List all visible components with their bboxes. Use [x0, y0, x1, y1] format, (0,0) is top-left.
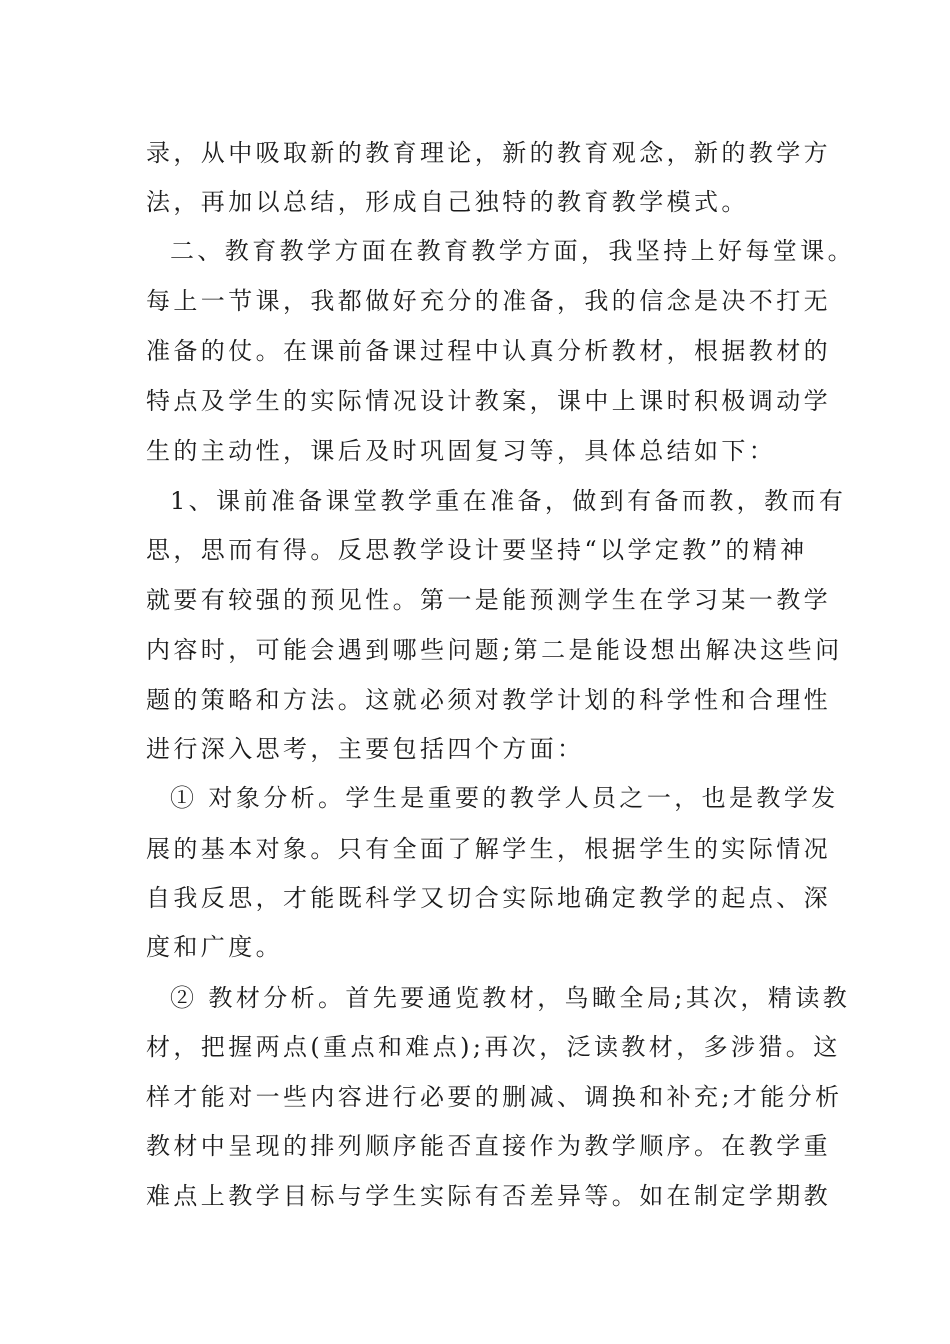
text-line: 自我反思，才能既科学又切合实际地确定教学的起点、深: [146, 884, 831, 912]
paragraph-start-line: ① 对象分析。学生是重要的教学人员之一，也是教学发: [170, 784, 839, 812]
text-line: 题的策略和方法。这就必须对教学计划的科学性和合理性: [146, 686, 831, 714]
text-line: 思，思而有得。反思教学设计要坚持“以学定教”的精神: [146, 536, 808, 564]
text-line: 难点上教学目标与学生实际有否差异等。如在制定学期教: [146, 1182, 831, 1210]
paragraph-start-line: 二、教育教学方面在教育教学方面，我坚持上好每堂课。: [170, 237, 855, 265]
text-line: 展的基本对象。只有全面了解学生，根据学生的实际情况: [146, 835, 831, 863]
text-line: 法，再加以总结，形成自己独特的教育教学模式。: [146, 188, 749, 216]
text-line: 录，从中吸取新的教育理论，新的教育观念，新的教学方: [146, 139, 831, 167]
text-line: 生的主动性，课后及时巩固复习等，具体总结如下：: [146, 437, 777, 465]
text-line: 就要有较强的预见性。第一是能预测学生在学习某一教学: [146, 586, 831, 614]
text-line: 准备的仗。在课前备课过程中认真分析教材，根据教材的: [146, 337, 831, 365]
text-line: 度和广度。: [146, 933, 283, 961]
paragraph-start-line: 1、课前准备课堂教学重在准备，做到有备而教，教而有: [170, 487, 847, 515]
text-line: 教材中呈现的排列顺序能否直接作为教学顺序。在教学重: [146, 1132, 831, 1160]
paragraph-start-line: ② 教材分析。首先要通览教材，鸟瞰全局;其次，精读教: [170, 984, 851, 1012]
text-line: 进行深入思考，主要包括四个方面：: [146, 735, 585, 763]
text-line: 每上一节课，我都做好充分的准备，我的信念是决不打无: [146, 287, 831, 315]
text-line: 材，把握两点(重点和难点);再次，泛读教材，多涉猎。这: [146, 1033, 841, 1061]
text-line: 特点及学生的实际情况设计教案，课中上课时积极调动学: [146, 387, 831, 415]
text-line: 内容时，可能会遇到哪些问题;第二是能设想出解决这些问: [146, 636, 843, 664]
text-line: 样才能对一些内容进行必要的删减、调换和补充;才能分析: [146, 1083, 843, 1111]
